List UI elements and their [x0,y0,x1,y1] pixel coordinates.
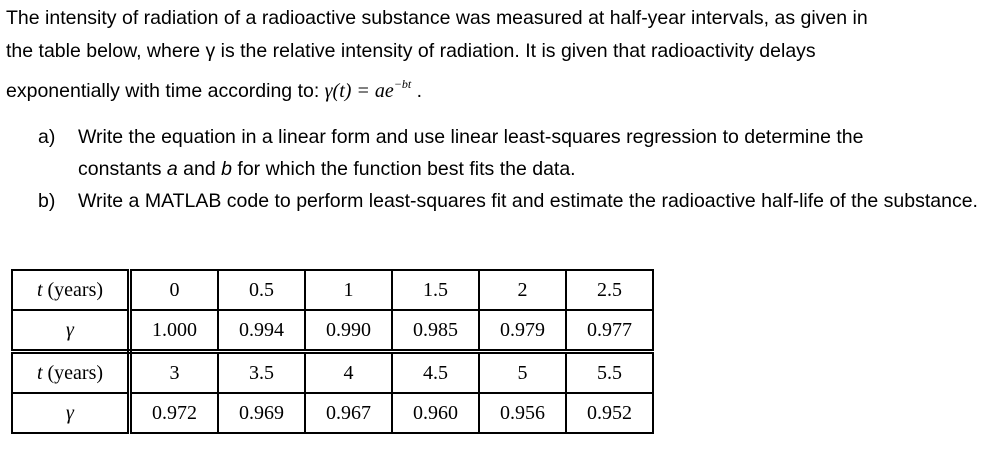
table-cell: 0.985 [392,310,479,352]
table-cell: 0 [130,270,219,310]
row-label-t-var: t [36,361,43,384]
table-cell: 3.5 [218,352,305,394]
task-marker-b: b) [38,190,56,212]
problem-line-3-text: exponentially with time according to: [6,80,325,102]
task-marker-a: a) [38,126,56,148]
table-cell: 3 [130,352,219,394]
task-a-var-a: a [166,158,178,180]
table-cell: 5 [479,352,566,394]
table-cell: 1.5 [392,270,479,310]
row-label-t [12,352,130,394]
table-cell: 0.5 [218,270,305,310]
table-row-gamma-2 [12,393,653,433]
problem-statement [6,2,986,108]
problem-line-2: the table below, where γ is the relative intensity of radiation. It is given that radioactivity delays [6,40,816,62]
table-cell: 0.967 [305,393,392,433]
table-row-t-1 [12,270,653,310]
table-cell: 1 [305,270,392,310]
problem-line-3 [6,68,986,108]
row-label-t-unit: (years) [42,361,104,384]
formula-exponent: −bt [393,77,412,91]
row-label-t [12,270,130,310]
task-list [38,121,988,217]
table-cell: 0.977 [566,310,653,352]
task-text-b: Write a MATLAB code to perform least-squares fit and estimate the radioactive half-life of the substance. [78,190,978,212]
table-cell: 0.969 [218,393,305,433]
table-cell: 4.5 [392,352,479,394]
table-cell: 0.952 [566,393,653,433]
table-cell: 0.994 [218,310,305,352]
table-cell: 0.990 [305,310,392,352]
table-cell: 5.5 [566,352,653,394]
row-label-gamma: γ [12,310,130,352]
task-text-a [78,121,988,185]
table-cell: 0.956 [479,393,566,433]
table-row-gamma-1 [12,310,653,352]
decay-formula [324,77,412,102]
task-a-text-part1: Write the equation in a linear form and use linear least-squares regression to determine the [78,126,864,148]
table-cell: 0.972 [130,393,219,433]
problem-line-1: The intensity of radiation of a radioactive substance was measured at half-year intervals, as given in [6,7,868,29]
table-cell: 2.5 [566,270,653,310]
task-a-text-part3: and [177,158,222,180]
table-row-t-2 [12,352,653,394]
task-item-b [38,185,988,217]
formula-lhs: γ(t) = ae [324,80,394,102]
task-a-var-b: b [221,158,232,180]
task-a-text-part2: constants [78,158,167,180]
task-item-a [38,121,988,185]
formula-end: . [411,80,423,102]
table-cell: 1.000 [130,310,219,352]
table-cell: 0.960 [392,393,479,433]
row-label-t-var: t [36,278,43,301]
table-cell: 0.979 [479,310,566,352]
table-cell: 4 [305,352,392,394]
row-label-t-unit: (years) [42,278,104,301]
row-label-gamma: γ [12,393,130,433]
table-cell: 2 [479,270,566,310]
radiation-data-table [11,269,654,434]
task-a-text-part4: for which the function best fits the data. [231,158,576,180]
